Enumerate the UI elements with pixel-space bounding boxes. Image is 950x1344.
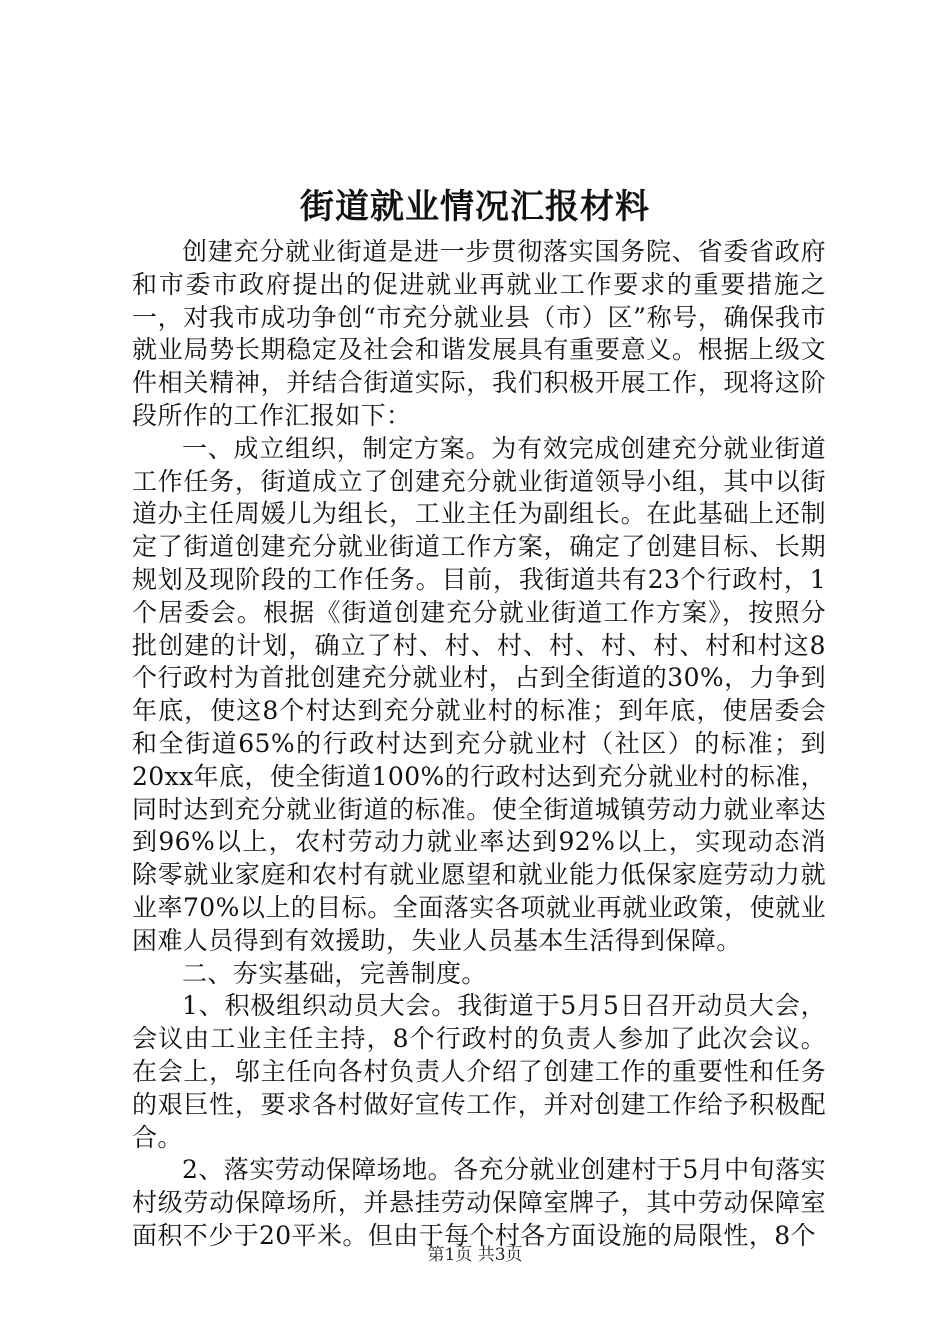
paragraph-item-2: 2、落实劳动保障场地。各充分就业创建村于5月中旬落实村级劳动保障场所，并悬挂劳动保障室牌子，其中劳动保障室面积不少于20平米。但由于每个村各方面设施的局限性，8个 [132, 1155, 826, 1250]
page-footer: 第1页 共3页 [427, 1245, 523, 1265]
document-title: 街道就业情况汇报材料 [300, 187, 650, 227]
paragraph-section-1: 一、成立组织，制定方案。为有效完成创建充分就业街道工作任务，街道成立了创建充分就业街道领导小组，其中以街道办主任周媛儿为组长，工业主任为副组长。在此基础上还制定了街道创建充分就业街道工作方案，确定了创建目标、长期规划及现阶段的工作任务。目前，我街道共有23个行政村，1个居委会。根据《街道创建充分就业街道工作方案》，按照分批创建的计划，确立了村、村、村、村、村、村、村和村这8个行政村为首批创建充分就业村，占到全街道的30%，力争到年底，使这8个村达到充分就业村的标准；到年底，使居委会和全街道65%的行政村达到充分就业村（社区）的标准；到20xx年底，使全街道100%的行政村达到充分就业村的标准，同时达到充分就业街道的标准。使全街道城镇劳动力就业率达到96%以上，农村劳动力就业率达到92%以上，实现动态消除零就业家庭和农村有就业愿望和就业能力低保家庭劳动力就业率70%以上的目标。全面落实各项就业再就业政策，使就业困难人员得到有效援助，失业人员基本生活得到保障。 [132, 433, 826, 955]
paragraph-section-2-heading: 二、夯实基础，完善制度。 [182, 958, 487, 988]
paragraph-item-1: 1、积极组织动员大会。我街道于5月5日召开动员大会，会议由工业主任主持，8个行政村的负责人参加了此次会议。在会上，邬主任向各村负责人介绍了创建工作的重要性和任务的艰巨性，要求各村做好宣传工作，并对创建工作给予积极配合。 [132, 991, 826, 1152]
paragraph-intro: 创建充分就业街道是进一步贯彻落实国务院、省委省政府和市委市政府提出的促进就业再就业工作要求的重要措施之一，对我市成功争创“市充分就业县（市）区”称号，确保我市就业局势长期稳定及社会和谐发展具有重要意义。根据上级文件相关精神，并结合街道实际，我们积极开展工作，现将这阶段所作的工作汇报如下： [132, 237, 826, 430]
document-body [132, 236, 826, 1253]
